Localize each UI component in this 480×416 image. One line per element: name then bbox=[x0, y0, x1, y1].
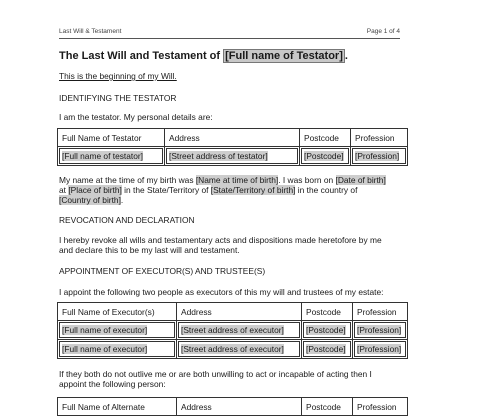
table-cell[interactable] bbox=[58, 321, 177, 340]
executor-profession-input[interactable]: [Profession] bbox=[357, 325, 402, 335]
executor-lead: I appoint the following two people as executors of this my will and trustees of my estate: bbox=[59, 287, 384, 297]
table-cell[interactable] bbox=[58, 147, 165, 166]
table-header-cell: Address bbox=[177, 303, 302, 321]
birth-text: in the country of bbox=[295, 185, 358, 195]
revocation-line-2: and declare this to be my last will and testament. bbox=[59, 245, 240, 255]
table-cell[interactable] bbox=[353, 340, 408, 359]
table-header-cell: Profession bbox=[351, 129, 408, 147]
table-header-cell: Address bbox=[165, 129, 300, 147]
testator-lead: I am the testator. My personal details are: bbox=[59, 112, 213, 122]
table-header-cell: Full Name of Alternate bbox=[58, 398, 177, 416]
intro-text: This is the beginning of my Will. bbox=[59, 71, 177, 81]
birth-details-line-1 bbox=[59, 175, 386, 185]
page-header bbox=[59, 28, 400, 39]
alternate-table bbox=[57, 397, 408, 416]
birth-details-line-2 bbox=[59, 185, 357, 195]
document-title bbox=[59, 50, 348, 62]
section-heading-revocation: REVOCATION AND DECLARATION bbox=[59, 215, 195, 225]
table-header-row bbox=[58, 303, 408, 321]
executor-profession-input[interactable]: [Profession] bbox=[357, 344, 402, 354]
birth-text: My name at the time of my birth was bbox=[59, 175, 196, 185]
table-row bbox=[58, 340, 408, 359]
executor-postcode-input[interactable]: [Postcode] bbox=[306, 325, 346, 335]
table-header-row bbox=[58, 398, 408, 416]
birth-country-field[interactable]: [Country of birth] bbox=[59, 195, 121, 205]
table-cell[interactable] bbox=[353, 321, 408, 340]
table-header-cell: Address bbox=[177, 398, 302, 416]
birth-details-line-3 bbox=[59, 195, 123, 205]
table-header-cell: Full Name of Testator bbox=[58, 129, 165, 147]
executor-name-input[interactable]: [Full name of executor] bbox=[62, 325, 148, 335]
birth-text: . bbox=[120, 195, 124, 205]
table-header-row bbox=[58, 129, 408, 147]
table-cell[interactable] bbox=[302, 321, 353, 340]
table-cell[interactable] bbox=[177, 340, 302, 359]
birth-text: . I was born on bbox=[278, 175, 336, 185]
executor-address-input[interactable]: [Street address of executor] bbox=[181, 344, 284, 354]
table-row bbox=[58, 147, 408, 166]
birth-place-field[interactable]: [Place of birth] bbox=[68, 185, 122, 195]
birth-date-field[interactable]: [Date of birth] bbox=[335, 175, 386, 185]
title-suffix: . bbox=[344, 50, 348, 62]
table-cell[interactable] bbox=[58, 340, 177, 359]
executor-address-input[interactable]: [Street address of executor] bbox=[181, 325, 284, 335]
table-cell[interactable] bbox=[351, 147, 408, 166]
table-cell[interactable] bbox=[177, 321, 302, 340]
table-cell[interactable] bbox=[165, 147, 300, 166]
executor-name-input[interactable]: [Full name of executor] bbox=[62, 344, 148, 354]
alternate-line-2: appoint the following person: bbox=[59, 379, 166, 389]
section-heading-executors: APPOINTMENT OF EXECUTOR(S) AND TRUSTEE(S) bbox=[59, 266, 266, 276]
testator-postcode-input[interactable]: [Postcode] bbox=[304, 151, 344, 161]
header-title: Last Will & Testament bbox=[59, 28, 122, 35]
table-header-cell: Postcode bbox=[300, 129, 351, 147]
testator-profession-input[interactable]: [Profession] bbox=[355, 151, 400, 161]
alternate-line-1: If they both do not outlive me or are both unwilling to act or incapable of acting then I bbox=[59, 369, 372, 379]
testator-name-field[interactable]: [Full name of Testator] bbox=[225, 50, 343, 62]
executor-postcode-input[interactable]: [Postcode] bbox=[306, 344, 346, 354]
birth-state-field[interactable]: [State/Territory of birth] bbox=[210, 185, 296, 195]
table-cell[interactable] bbox=[302, 340, 353, 359]
birth-text: in the State/Territory of bbox=[121, 185, 211, 195]
revocation-line-1: I hereby revoke all wills and testamentary acts and dispositions made heretofore by me bbox=[59, 235, 382, 245]
table-header-cell: Postcode bbox=[302, 398, 353, 416]
testator-address-input[interactable]: [Street address of testator] bbox=[169, 151, 268, 161]
section-heading-testator: IDENTIFYING THE TESTATOR bbox=[59, 93, 177, 103]
title-text: The Last Will and Testament of bbox=[59, 50, 224, 62]
executor-table bbox=[57, 302, 408, 359]
page-number: Page 1 of 4 bbox=[366, 28, 400, 35]
table-header-cell: Profession bbox=[353, 398, 408, 416]
birth-name-field[interactable]: [Name at time of birth] bbox=[195, 175, 279, 185]
table-header-cell: Profession bbox=[353, 303, 408, 321]
testator-table bbox=[57, 128, 408, 166]
birth-text: at bbox=[59, 185, 69, 195]
testator-name-input[interactable]: [Full name of testator] bbox=[62, 151, 143, 161]
table-header-cell: Postcode bbox=[302, 303, 353, 321]
table-row bbox=[58, 321, 408, 340]
table-header-cell: Full Name of Executor(s) bbox=[58, 303, 177, 321]
table-cell[interactable] bbox=[300, 147, 351, 166]
